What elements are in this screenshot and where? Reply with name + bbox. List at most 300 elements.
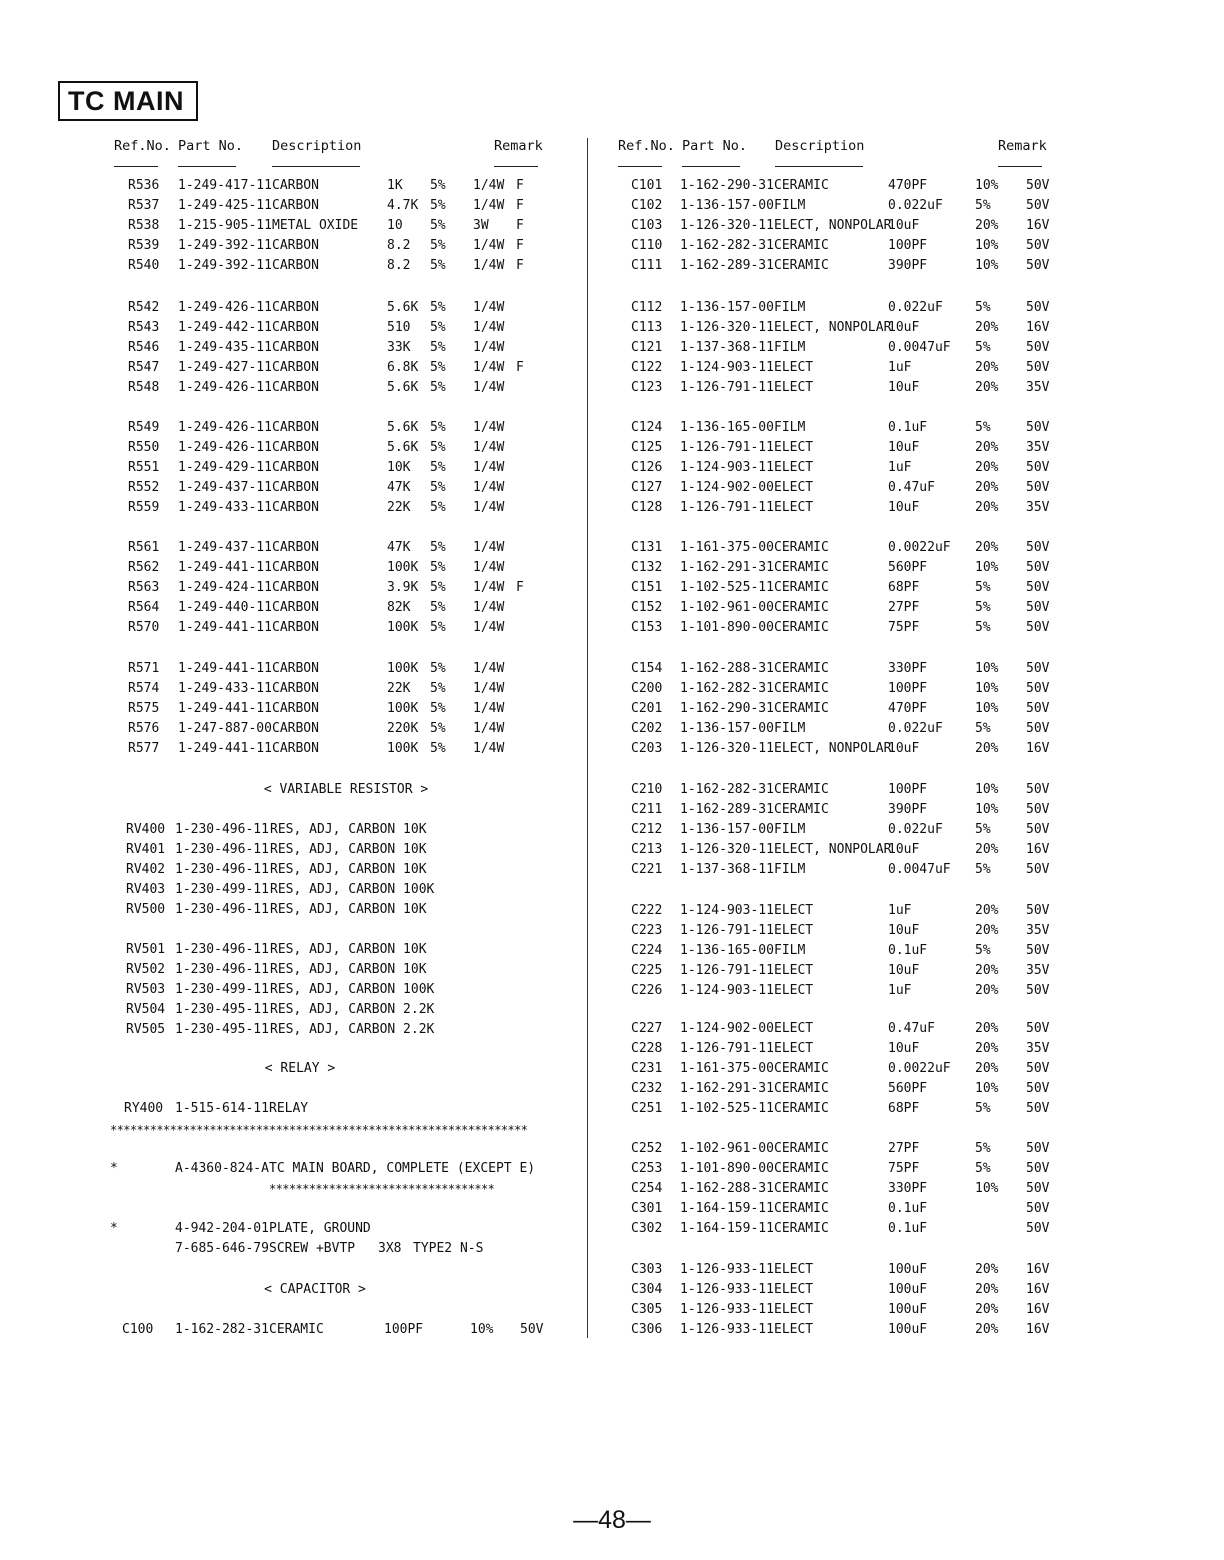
ref-no: RV503: [126, 982, 166, 997]
description: CARBON: [272, 560, 319, 575]
value: 560PF: [888, 1081, 928, 1096]
part-no: 1-249-441-11: [178, 661, 272, 676]
ref-no: C224: [631, 943, 663, 958]
table-row: [0, 318, 1224, 338]
right-rule-desc: [775, 166, 863, 167]
description: CERAMIC: [774, 620, 829, 635]
ref-no: C212: [631, 822, 663, 837]
ref-no: C231: [631, 1061, 663, 1076]
rating: 1/4W: [473, 178, 505, 193]
tolerance: 10%: [975, 560, 999, 575]
ref-no: RV400: [126, 822, 166, 837]
value: 0.022uF: [888, 300, 943, 315]
description: CARBON: [272, 178, 319, 193]
left-header-remark: Remark: [494, 138, 543, 154]
voltage: 50V: [1026, 420, 1050, 435]
value: 10uF: [888, 500, 920, 515]
part-no: 1-249-424-11: [178, 580, 272, 595]
ref-no: C305: [631, 1302, 663, 1317]
value: 1K: [387, 178, 403, 193]
value: 0.022uF: [888, 822, 943, 837]
ref-no: R539: [128, 238, 160, 253]
part-no: 1-162-288-31: [680, 1181, 774, 1196]
value: 330PF: [888, 1181, 928, 1196]
table-row: [0, 880, 480, 900]
value: 6.8K: [387, 360, 419, 375]
value: 100uF: [888, 1262, 928, 1277]
part-no: 1-162-291-31: [680, 560, 774, 575]
tolerance: 5%: [430, 258, 446, 273]
rating: 1/4W: [473, 380, 505, 395]
description: CERAMIC: [774, 178, 829, 193]
table-row: [0, 338, 1224, 358]
voltage: 50V: [1026, 300, 1050, 315]
value: 470PF: [888, 178, 928, 193]
tolerance: 5%: [430, 300, 446, 315]
rating: 1/4W: [473, 500, 505, 515]
remark: F: [516, 238, 524, 253]
ref-no: C225: [631, 963, 663, 978]
value: 330PF: [888, 661, 928, 676]
description: ELECT, NONPOLAR: [774, 218, 892, 233]
ref-no: R548: [128, 380, 160, 395]
left-header-desc: Description: [272, 138, 362, 154]
value: 22K: [387, 681, 411, 696]
ref-no: R576: [128, 721, 160, 736]
value: 510: [387, 320, 411, 335]
ref-no: C112: [631, 300, 663, 315]
part-no: 1-124-903-11: [680, 460, 774, 475]
rating: 1/4W: [473, 560, 505, 575]
page-number: —48—: [573, 1506, 651, 1534]
description: CARBON: [272, 360, 319, 375]
description: CERAMIC: [774, 258, 829, 273]
part-no: 1-249-433-11: [178, 500, 272, 515]
tolerance: 20%: [975, 440, 999, 455]
value: 8.2: [387, 238, 411, 253]
tolerance: 5%: [430, 661, 446, 676]
part-no: 1-161-375-00: [680, 1061, 774, 1076]
description: CARBON: [272, 681, 319, 696]
value: 10uF: [888, 440, 920, 455]
description: RES, ADJ, CARBON 10K: [270, 842, 427, 857]
part-no: 1-126-791-11: [680, 440, 774, 455]
table-row: [0, 820, 1224, 840]
table-row: [0, 1300, 1224, 1320]
voltage: 35V: [1026, 500, 1050, 515]
description: ELECT: [774, 1282, 814, 1297]
ref-no: C131: [631, 540, 663, 555]
part-no: 1-126-791-11: [680, 963, 774, 978]
ref-no: C123: [631, 380, 663, 395]
ref-no: C302: [631, 1221, 663, 1236]
right-header-desc: Description: [775, 138, 865, 154]
value: 47K: [387, 540, 411, 555]
table-row: [0, 840, 1224, 860]
table-row: [0, 1179, 1224, 1199]
voltage: 50V: [1026, 721, 1050, 736]
value: 10uF: [888, 741, 920, 756]
ref-no: R550: [128, 440, 160, 455]
table-row: [0, 1079, 1224, 1099]
ref-no: C301: [631, 1201, 663, 1216]
ref-no: C102: [631, 198, 663, 213]
tolerance: 20%: [975, 1041, 999, 1056]
tolerance: 10%: [975, 1081, 999, 1096]
part-no: 1-249-437-11: [178, 480, 272, 495]
table-row: [0, 921, 1224, 941]
part-no: 1-136-157-00: [680, 300, 774, 315]
value: 10uF: [888, 1041, 920, 1056]
value: 27PF: [888, 600, 920, 615]
tolerance: 5%: [430, 340, 446, 355]
value: 10uF: [888, 218, 920, 233]
ref-no: C232: [631, 1081, 663, 1096]
table-row: [0, 1260, 1224, 1280]
table-row: [0, 739, 1224, 759]
value: 390PF: [888, 802, 928, 817]
voltage: 50V: [1026, 238, 1050, 253]
tolerance: 20%: [975, 741, 999, 756]
tolerance: 20%: [975, 842, 999, 857]
tolerance: 10%: [975, 1181, 999, 1196]
tolerance: 5%: [975, 198, 991, 213]
tolerance: 20%: [975, 360, 999, 375]
voltage: 50V: [1026, 1161, 1050, 1176]
ref-no: C228: [631, 1041, 663, 1056]
table-row: [0, 578, 1224, 598]
description: ELECT: [774, 1021, 814, 1036]
value: 100uF: [888, 1282, 928, 1297]
tolerance: 5%: [975, 580, 991, 595]
part-no: 1-249-435-11: [178, 340, 272, 355]
value: 0.0022uF: [888, 1061, 951, 1076]
rating: 1/4W: [473, 480, 505, 495]
tolerance: 10%: [975, 258, 999, 273]
value: 75PF: [888, 1161, 920, 1176]
part-no: 1-249-441-11: [178, 560, 272, 575]
table-row: [0, 1199, 1224, 1219]
rating: 1/4W: [473, 540, 505, 555]
description: CERAMIC: [774, 540, 829, 555]
part-no: 1-162-282-31: [680, 681, 774, 696]
value: 10uF: [888, 380, 920, 395]
description: FILM: [774, 420, 806, 435]
description: CERAMIC: [774, 238, 829, 253]
rating: 1/4W: [473, 360, 505, 375]
ref-no: C222: [631, 903, 663, 918]
table-row: [0, 216, 1224, 236]
tolerance: 5%: [430, 238, 446, 253]
tolerance: 5%: [975, 862, 991, 877]
ref-no: R540: [128, 258, 160, 273]
board-asterisk: *: [110, 1161, 118, 1176]
voltage: 50V: [1026, 460, 1050, 475]
table-row: [0, 699, 1224, 719]
part-no: 1-162-291-31: [680, 1081, 774, 1096]
description: RES, ADJ, CARBON 10K: [270, 962, 427, 977]
description: CARBON: [272, 300, 319, 315]
part-no: 1-162-290-31: [680, 178, 774, 193]
voltage: 16V: [1026, 218, 1050, 233]
voltage: 50V: [1026, 1021, 1050, 1036]
description: RES, ADJ, CARBON 100K: [270, 982, 435, 997]
part-no: 1-249-426-11: [178, 440, 272, 455]
rating: 1/4W: [473, 741, 505, 756]
tolerance: 5%: [430, 681, 446, 696]
separator-stars-short: **********************************: [269, 1182, 495, 1196]
description: CERAMIC: [774, 1181, 829, 1196]
tolerance: 20%: [975, 983, 999, 998]
description: ELECT: [774, 1041, 814, 1056]
rating: 1/4W: [473, 721, 505, 736]
part-no: 1-102-961-00: [680, 1141, 774, 1156]
voltage: 35V: [1026, 1041, 1050, 1056]
part-no: 1-249-442-11: [178, 320, 272, 335]
part-no: 1-249-425-11: [178, 198, 272, 213]
value: 10: [387, 218, 403, 233]
plate-asterisk: *: [110, 1221, 118, 1236]
description: FILM: [774, 198, 806, 213]
ref-no: R562: [128, 560, 160, 575]
part-no: 1-102-525-11: [680, 1101, 774, 1116]
tolerance: 20%: [975, 320, 999, 335]
voltage: 50V: [1026, 560, 1050, 575]
tolerance: 5%: [430, 198, 446, 213]
description: RES, ADJ, CARBON 10K: [270, 902, 427, 917]
part-no: 1-102-525-11: [680, 580, 774, 595]
value: 33K: [387, 340, 411, 355]
description: CERAMIC: [774, 1161, 829, 1176]
voltage: 50V: [1026, 198, 1050, 213]
description: CARBON: [272, 320, 319, 335]
right-rule-part: [682, 166, 740, 167]
ref-no: R551: [128, 460, 160, 475]
value: 4.7K: [387, 198, 419, 213]
part-no: 1-124-903-11: [680, 360, 774, 375]
voltage: 16V: [1026, 1322, 1050, 1337]
separator-stars-long: ***************************************************************: [110, 1123, 528, 1137]
part-no: 1-249-417-11: [178, 178, 272, 193]
right-header-remark: Remark: [998, 138, 1047, 154]
tolerance: 5%: [430, 360, 446, 375]
capacitor-heading: < CAPACITOR >: [264, 1282, 366, 1297]
tolerance: 20%: [975, 1021, 999, 1036]
voltage: 16V: [1026, 842, 1050, 857]
value: 0.1uF: [888, 1201, 928, 1216]
description: ELECT: [774, 500, 814, 515]
table-row: [0, 1219, 1224, 1239]
voltage: 50V: [1026, 661, 1050, 676]
description: ELECT: [774, 903, 814, 918]
value: 5.6K: [387, 440, 419, 455]
rating: 1/4W: [473, 600, 505, 615]
tolerance: 20%: [975, 1282, 999, 1297]
plate-part-no: 4-942-204-01: [175, 1221, 269, 1236]
ref-no: C153: [631, 620, 663, 635]
tolerance: 5%: [430, 580, 446, 595]
ref-no: R543: [128, 320, 160, 335]
part-no: 1-136-157-00: [680, 822, 774, 837]
left-rule-ref: [114, 166, 158, 167]
voltage: 50V: [1026, 862, 1050, 877]
voltage: 50V: [1026, 258, 1050, 273]
description: FILM: [774, 340, 806, 355]
screw-type: TYPE2 N-S: [413, 1241, 484, 1256]
ref-no: C132: [631, 560, 663, 575]
voltage: 50V: [1026, 178, 1050, 193]
ref-no: RV501: [126, 942, 166, 957]
value: 0.47uF: [888, 480, 935, 495]
tolerance: 5%: [430, 620, 446, 635]
part-no: 1-126-791-11: [680, 1041, 774, 1056]
right-header-ref: Ref.No.: [618, 138, 675, 154]
part-no: 1-137-368-11: [680, 862, 774, 877]
description: ELECT: [774, 963, 814, 978]
voltage: 50V: [1026, 1061, 1050, 1076]
ref-no: C124: [631, 420, 663, 435]
tolerance: 20%: [975, 540, 999, 555]
table-row: [0, 378, 1224, 398]
table-row: [0, 1059, 1224, 1079]
table-row: [0, 860, 1224, 880]
description: RELAY: [269, 1101, 309, 1116]
value: 3.9K: [387, 580, 419, 595]
table-row: [0, 236, 1224, 256]
voltage: 50V: [520, 1322, 544, 1337]
remark: F: [516, 218, 524, 233]
value: 220K: [387, 721, 419, 736]
value: 1uF: [888, 903, 912, 918]
screw-size: 3X8: [378, 1241, 402, 1256]
value: 5.6K: [387, 380, 419, 395]
description: RES, ADJ, CARBON 2.2K: [270, 1002, 435, 1017]
value: 100PF: [888, 238, 928, 253]
part-no: 1-124-903-11: [680, 983, 774, 998]
tolerance: 5%: [975, 620, 991, 635]
value: 10uF: [888, 842, 920, 857]
tolerance: 5%: [430, 701, 446, 716]
tolerance: 5%: [430, 320, 446, 335]
part-no: 1-230-499-11: [175, 882, 269, 897]
voltage: 50V: [1026, 1141, 1050, 1156]
tolerance: 5%: [430, 380, 446, 395]
voltage: 35V: [1026, 963, 1050, 978]
voltage: 50V: [1026, 1081, 1050, 1096]
left-rule-part: [178, 166, 236, 167]
part-no: 1-249-392-11: [178, 238, 272, 253]
ref-no: R537: [128, 198, 160, 213]
table-row: [0, 780, 1224, 800]
part-no: 1-230-496-11: [175, 942, 269, 957]
value: 1uF: [888, 460, 912, 475]
board-part-no: A-4360-824-A: [175, 1161, 269, 1176]
description: ELECT: [774, 440, 814, 455]
tolerance: 5%: [975, 1141, 991, 1156]
ref-no: C202: [631, 721, 663, 736]
table-row: [0, 618, 1224, 638]
value: 1uF: [888, 983, 912, 998]
tolerance: 20%: [975, 903, 999, 918]
ref-no: RV401: [126, 842, 166, 857]
value: 560PF: [888, 560, 928, 575]
table-row: [0, 176, 1224, 196]
description: CARBON: [272, 661, 319, 676]
rating: 1/4W: [473, 620, 505, 635]
description: ELECT: [774, 983, 814, 998]
tolerance: 5%: [430, 600, 446, 615]
plate-description: PLATE, GROUND: [269, 1221, 371, 1236]
voltage: 50V: [1026, 620, 1050, 635]
rating: 1/4W: [473, 440, 505, 455]
tolerance: 10%: [975, 802, 999, 817]
part-no: 1-162-282-31: [175, 1322, 269, 1337]
ref-no: C251: [631, 1101, 663, 1116]
table-row: [0, 438, 1224, 458]
part-no: 1-515-614-11: [175, 1101, 269, 1116]
description: ELECT: [774, 923, 814, 938]
value: 390PF: [888, 258, 928, 273]
remark: F: [516, 360, 524, 375]
ref-no: C111: [631, 258, 663, 273]
variable-resistor-heading: < VARIABLE RESISTOR >: [263, 782, 429, 797]
ref-no: C151: [631, 580, 663, 595]
part-no: 1-126-791-11: [680, 380, 774, 395]
part-no: 1-230-495-11: [175, 1022, 269, 1037]
part-no: 1-162-282-31: [680, 238, 774, 253]
relay-heading: < RELAY >: [264, 1061, 336, 1076]
ref-no: C213: [631, 842, 663, 857]
voltage: 50V: [1026, 822, 1050, 837]
tolerance: 10%: [975, 238, 999, 253]
description: ELECT: [774, 1302, 814, 1317]
description: ELECT: [774, 1322, 814, 1337]
part-no: 1-162-289-31: [680, 258, 774, 273]
value: 0.47uF: [888, 1021, 935, 1036]
description: FILM: [774, 300, 806, 315]
part-no: 1-126-933-11: [680, 1262, 774, 1277]
value: 100K: [387, 741, 419, 756]
voltage: 50V: [1026, 1201, 1050, 1216]
description: CERAMIC: [774, 600, 829, 615]
remark: F: [516, 258, 524, 273]
voltage: 50V: [1026, 802, 1050, 817]
table-row: [0, 538, 1224, 558]
remark: F: [516, 178, 524, 193]
remark: F: [516, 198, 524, 213]
ref-no: C103: [631, 218, 663, 233]
value: 100K: [387, 661, 419, 676]
description: CERAMIC: [774, 1221, 829, 1236]
ref-no: C100: [122, 1322, 154, 1337]
description: CERAMIC: [774, 681, 829, 696]
value: 100K: [387, 701, 419, 716]
value: 470PF: [888, 701, 928, 716]
tolerance: 5%: [975, 300, 991, 315]
ref-no: C126: [631, 460, 663, 475]
part-no: 1-126-933-11: [680, 1322, 774, 1337]
description: CARBON: [272, 380, 319, 395]
tolerance: 10%: [975, 681, 999, 696]
tolerance: 5%: [430, 178, 446, 193]
description: CERAMIC: [774, 802, 829, 817]
part-no: 1-164-159-11: [680, 1201, 774, 1216]
description: CERAMIC: [774, 560, 829, 575]
ref-no: R549: [128, 420, 160, 435]
value: 10K: [387, 460, 411, 475]
description: CERAMIC: [774, 1201, 829, 1216]
left-header-ref: Ref.No.: [114, 138, 171, 154]
